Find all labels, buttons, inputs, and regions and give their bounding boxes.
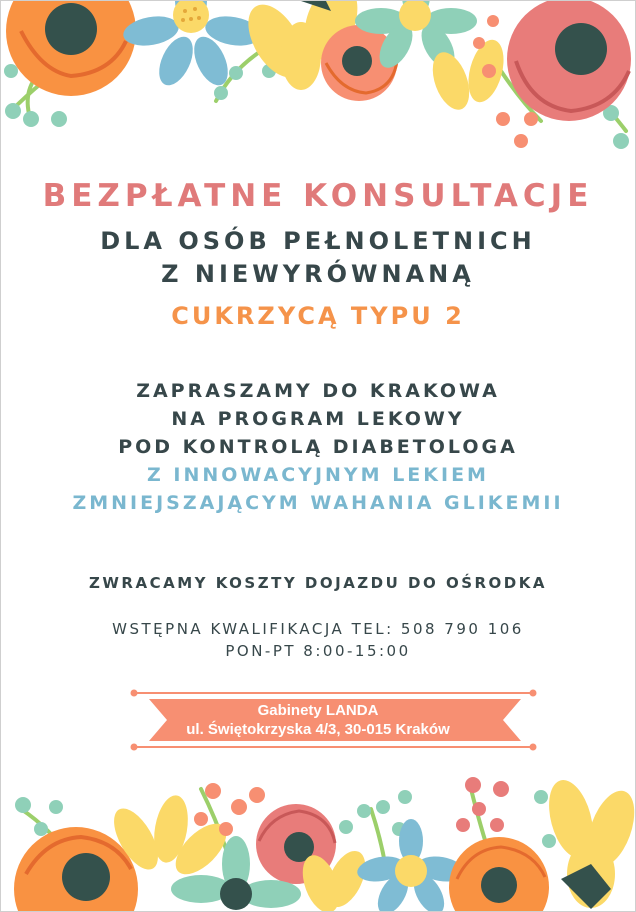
- poster-title: BEZPŁATNE KONSULTACJE: [42, 178, 594, 214]
- bottom-floral-border-icon: [1, 769, 635, 911]
- phone-qualification-text: WSTĘPNA KWALIFIKACJA TEL: 508 790 106: [112, 620, 524, 638]
- subtitle-line-1: DLA OSÓB PEŁNOLETNICH: [100, 227, 536, 255]
- invite-line-4: Z INNOWACYJNYM LEKIEM: [147, 464, 489, 486]
- clinic-name: Gabinety LANDA: [257, 702, 379, 719]
- invite-line-2: NA PROGRAM LEKOWY: [171, 408, 465, 430]
- ribbon-banner-icon: [1, 687, 635, 753]
- subtitle-line-2: Z NIEWYRÓWNANĄ: [161, 260, 475, 288]
- travel-costs-text: ZWRACAMY KOSZTY DOJAZDU DO OŚRODKA: [89, 574, 547, 592]
- invite-line-3: POD KONTROLĄ DIABETOLOGA: [118, 436, 518, 458]
- top-floral-border-icon: [1, 1, 635, 161]
- office-hours-text: PON-PT 8:00-15:00: [225, 642, 411, 660]
- clinic-address: ul. Świętokrzyska 4/3, 30-015 Kraków: [186, 721, 450, 738]
- invite-line-1: ZAPRASZAMY DO KRAKOWA: [136, 380, 500, 402]
- subtitle-line-3: CUKRZYCĄ TYPU 2: [171, 302, 465, 330]
- invite-line-5: ZMNIEJSZAJĄCYM WAHANIA GLIKEMII: [72, 492, 564, 514]
